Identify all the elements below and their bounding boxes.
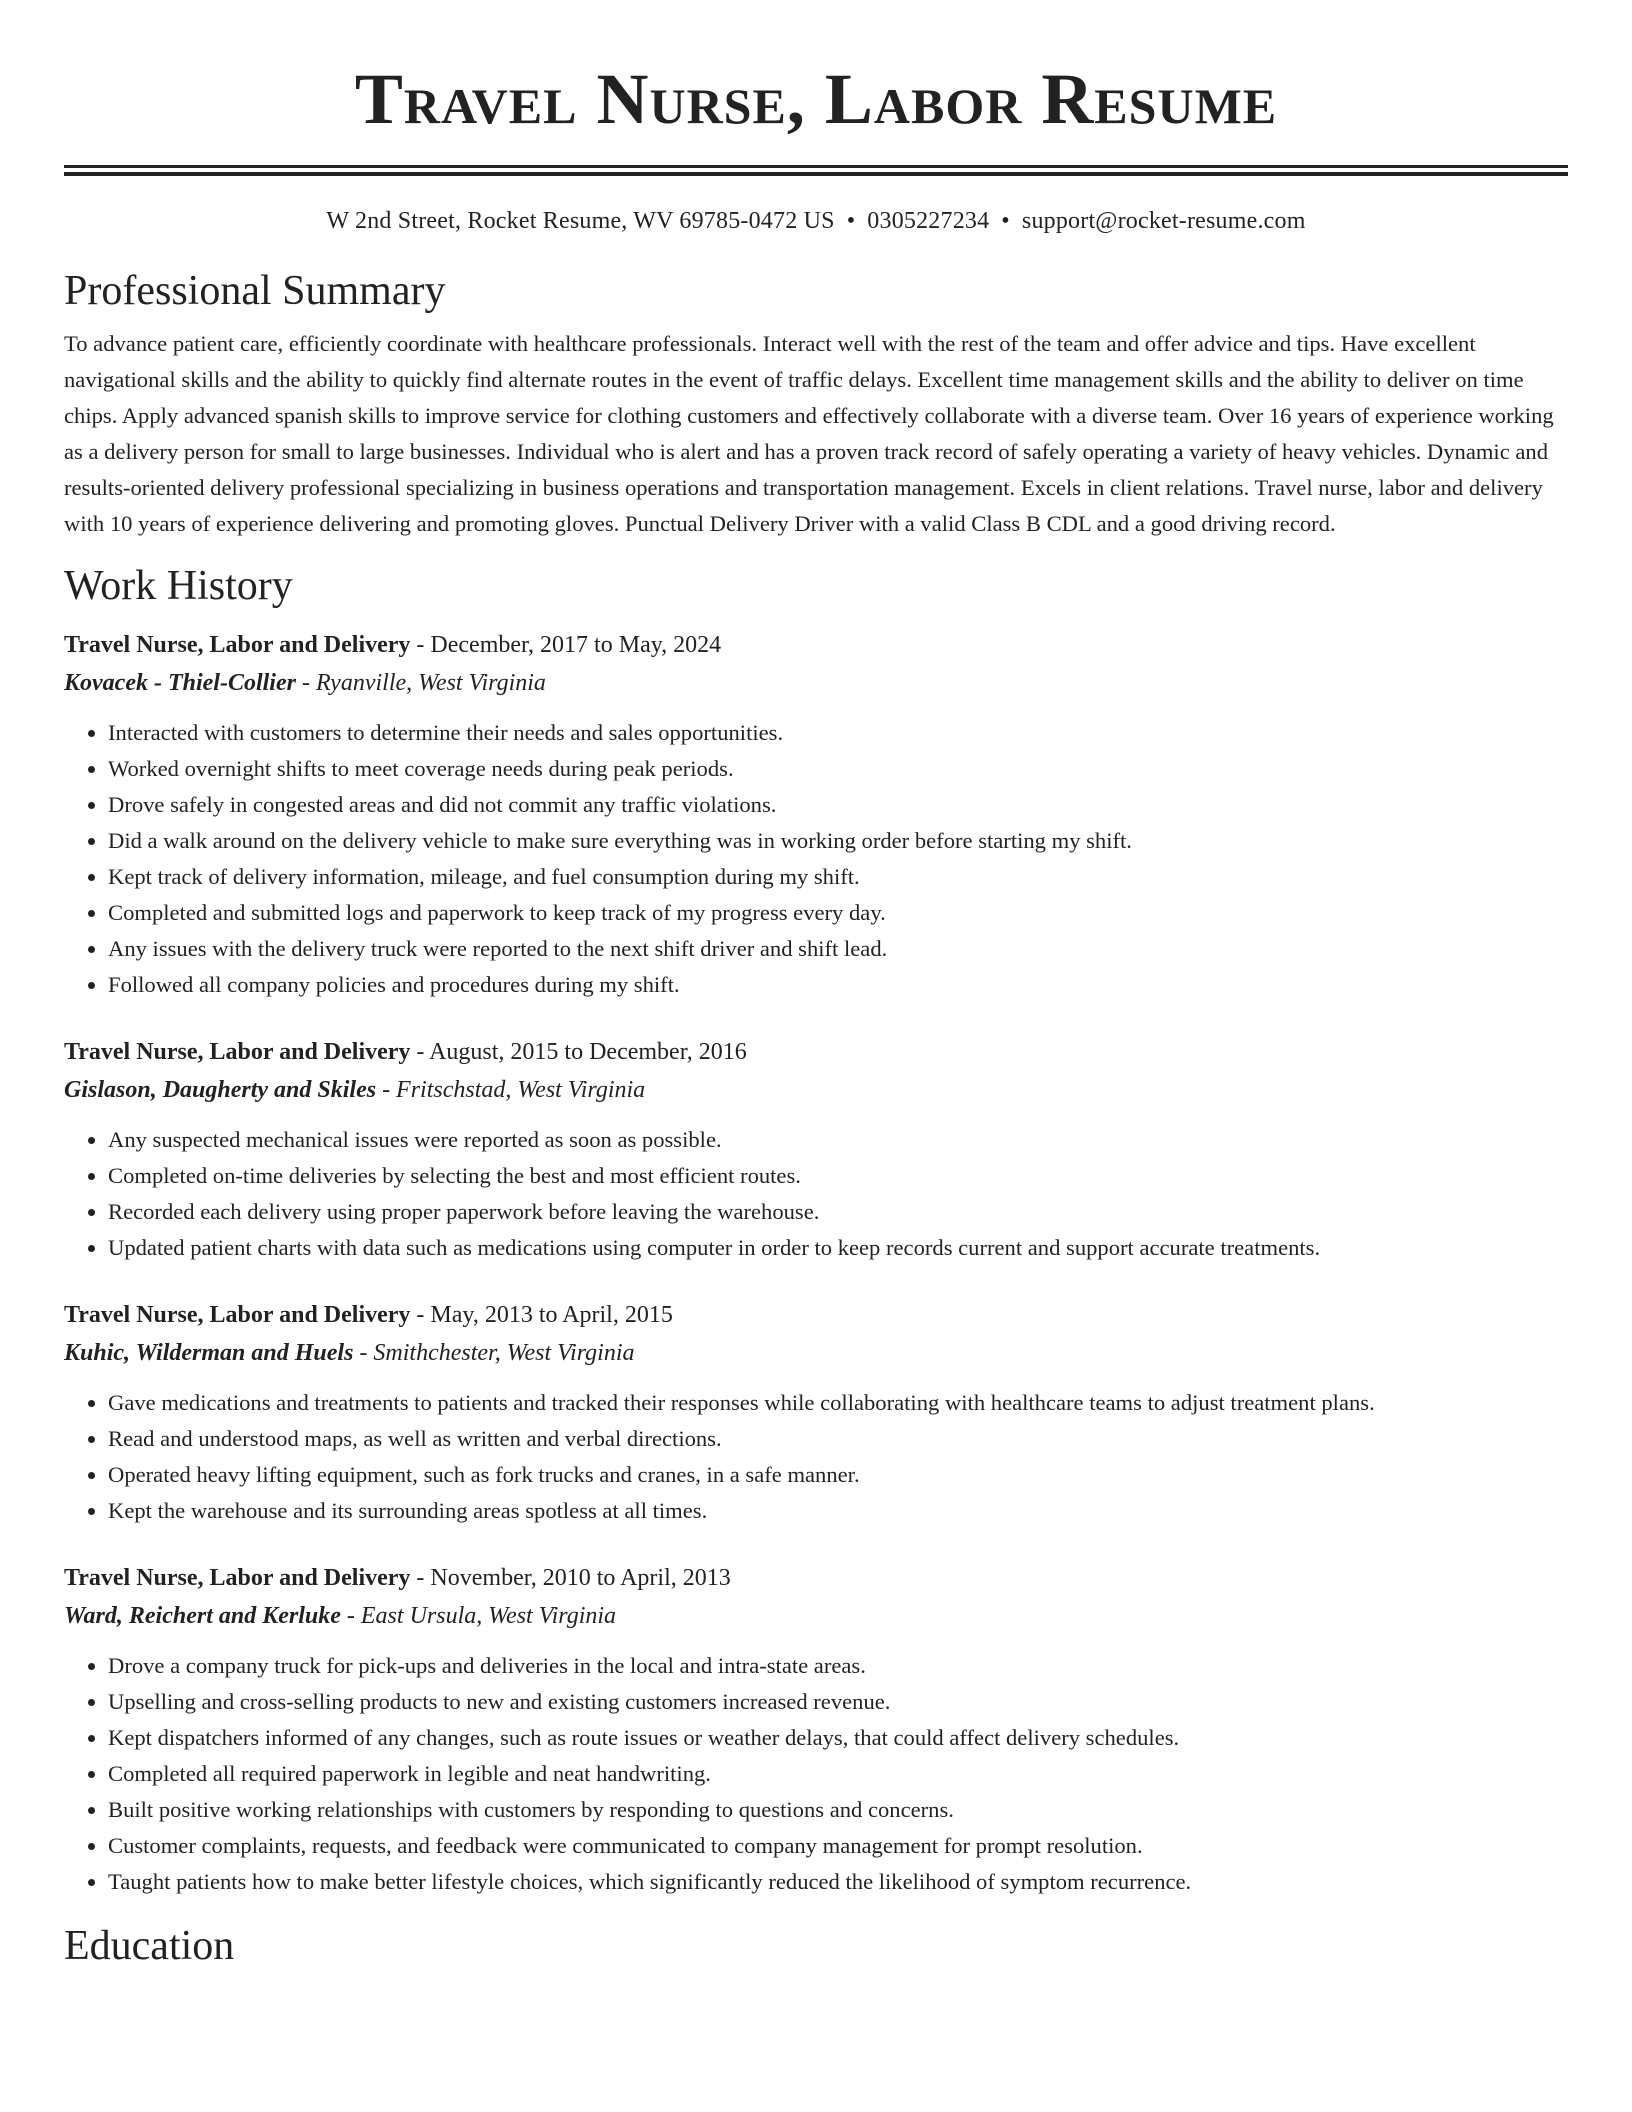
list-item: • Kept track of delivery information, mileage, and fuel consumption during my shift. [108, 859, 1568, 895]
list-item: • Updated patient charts with data such as medications using computer in order to keep records current and support accurate treatments. [108, 1230, 1568, 1266]
job-entry [64, 626, 1568, 1003]
job-title-line [64, 1296, 1568, 1334]
job-title-line [64, 1559, 1568, 1597]
job-entry [64, 1559, 1568, 1900]
contact-phone: 0305227234 [867, 208, 990, 234]
job-location: - Ryanville, West Virginia [295, 670, 546, 696]
job-company: Ward, Reichert and Kerluke [64, 1603, 341, 1629]
list-item: • Did a walk around on the delivery vehicle to make sure everything was in working order before starting my shift. [108, 823, 1568, 859]
job-company: Kuhic, Wilderman and Huels [64, 1340, 354, 1366]
education-heading: Education [64, 1923, 235, 1969]
list-item: • Any issues with the delivery truck were reported to the next shift driver and shift lead. [108, 931, 1568, 967]
contact-line [64, 205, 1568, 237]
job-role: Travel Nurse, Labor and Delivery [64, 1039, 411, 1065]
job-duties [64, 1385, 1568, 1529]
list-item: • Recorded each delivery using proper paperwork before leaving the warehouse. [108, 1194, 1568, 1230]
contact-address: W 2nd Street, Rocket Resume, WV 69785-0472 US [326, 208, 835, 234]
resume-page [64, 0, 1568, 1970]
list-item: • Operated heavy lifting equipment, such as fork trucks and cranes, in a safe manner. [108, 1457, 1568, 1493]
list-item: • Any suspected mechanical issues were reported as soon as possible. [108, 1122, 1568, 1158]
summary-text: To advance patient care, efficiently coordinate with healthcare professionals. Interact well with the rest of the team and offer advice and tips. Have excellent navigational skills and the ability to quickly find alternate routes in the event of traffic delays. Excellent time management skills and the ability to deliver on time chips. Apply advanced spanish skills to improve service for clothing customers and effectively collaborate with a diverse team. Over 16 years of experience working as a delivery person for small to large businesses. Individual who is alert and has a proven track record of safely operating a variety of heavy vehicles. Dynamic and results-oriented delivery professional specializing in business operations and transportation management. Excels in client relations. Travel nurse, labor and delivery with 10 years of experience delivering and promoting gloves. Punctual Delivery Driver with a valid Class B CDL and a good driving record. [64, 331, 1554, 536]
job-role: Travel Nurse, Labor and Delivery [64, 1565, 411, 1591]
list-item: • Completed all required paperwork in legible and neat handwriting. [108, 1756, 1568, 1792]
job-location: - Fritschstad, West Virginia [376, 1077, 646, 1103]
list-item: • Read and understood maps, as well as written and verbal directions. [108, 1421, 1568, 1457]
contact-separator: • [1001, 208, 1010, 234]
list-item: • Completed on-time deliveries by selecting the best and most efficient routes. [108, 1158, 1568, 1194]
job-duties [64, 1648, 1568, 1900]
employer-line [64, 1334, 1568, 1372]
title-divider [64, 165, 1568, 176]
job-title-line [64, 626, 1568, 664]
list-item: • Interacted with customers to determine their needs and sales opportunities. [108, 715, 1568, 751]
list-item: • Worked overnight shifts to meet coverage needs during peak periods. [108, 751, 1568, 787]
list-item: • Completed and submitted logs and paperwork to keep track of my progress every day. [108, 895, 1568, 931]
job-location: - East Ursula, West Virginia [340, 1603, 617, 1629]
list-item: • Drove safely in congested areas and did not commit any traffic violations. [108, 787, 1568, 823]
work-history-list [64, 626, 1568, 1900]
job-dates: - November, 2010 to April, 2013 [410, 1565, 731, 1591]
job-role: Travel Nurse, Labor and Delivery [64, 1302, 411, 1328]
list-item: • Gave medications and treatments to patients and tracked their responses while collaborating with healthcare teams to adjust treatment plans. [108, 1385, 1568, 1421]
job-dates: - August, 2015 to December, 2016 [410, 1039, 747, 1065]
job-entry [64, 1033, 1568, 1266]
employer-line [64, 664, 1568, 702]
job-company: Kovacek - Thiel-Collier [64, 670, 296, 696]
job-dates: - May, 2013 to April, 2015 [410, 1302, 673, 1328]
job-entry [64, 1296, 1568, 1529]
list-item: • Upselling and cross-selling products to new and existing customers increased revenue. [108, 1684, 1568, 1720]
summary-heading: Professional Summary [64, 268, 446, 314]
job-dates: - December, 2017 to May, 2024 [410, 632, 722, 658]
employer-line [64, 1597, 1568, 1635]
list-item: • Kept the warehouse and its surrounding areas spotless at all times. [108, 1493, 1568, 1529]
job-title-line [64, 1033, 1568, 1071]
job-duties [64, 715, 1568, 1003]
list-item: • Built positive working relationships with customers by responding to questions and concerns. [108, 1792, 1568, 1828]
job-company: Gislason, Daugherty and Skiles [64, 1077, 377, 1103]
resume-title: Travel Nurse, Labor Resume [354, 59, 1278, 139]
contact-email: support@rocket-resume.com [1021, 208, 1306, 234]
list-item: • Followed all company policies and procedures during my shift. [108, 967, 1568, 1003]
list-item: • Customer complaints, requests, and feedback were communicated to company management for prompt resolution. [108, 1828, 1568, 1864]
job-role: Travel Nurse, Labor and Delivery [64, 632, 411, 658]
job-duties [64, 1122, 1568, 1266]
contact-separator: • [846, 208, 856, 234]
employer-line [64, 1071, 1568, 1109]
list-item: • Kept dispatchers informed of any changes, such as route issues or weather delays, that could affect delivery schedules. [108, 1720, 1568, 1756]
list-item: • Drove a company truck for pick-ups and deliveries in the local and intra-state areas. [108, 1648, 1568, 1684]
list-item: • Taught patients how to make better lifestyle choices, which significantly reduced the likelihood of symptom recurrence. [108, 1864, 1568, 1900]
work-history-heading: Work History [64, 563, 293, 609]
job-location: - Smithchester, West Virginia [353, 1340, 635, 1366]
